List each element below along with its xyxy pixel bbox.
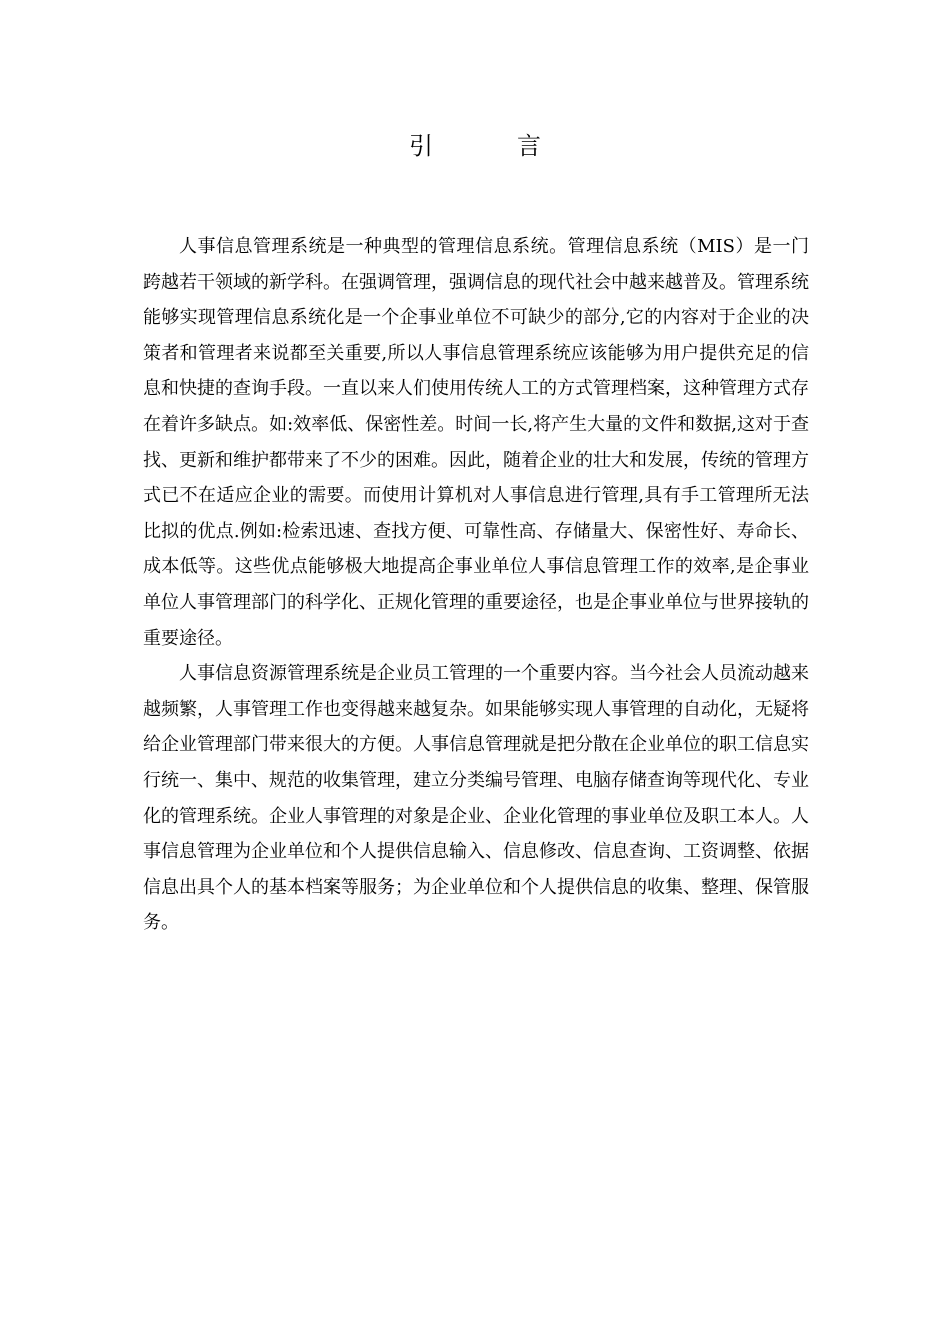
paragraph-2: 人事信息资源管理系统是企业员工管理的一个重要内容。当今社会人员流动越来越频繁，人事管理工作也变得越来越复杂。如果能够实现人事管理的自动化，无疑将给企业管理部门带来很大的方便。人事信息管理就是把分散在企业单位的职工信息实行统一、集中、规范的收集管理，建立分类编号管理、电脑存储查询等现代化、专业化的管理系统。企业人事管理的对象是企业、企业化管理的事业单位及职工本人。人事信息管理为企业单位和个人提供信息输入、信息修改、信息查询、工资调整、依据信息出具个人的基本档案等服务；为企业单位和个人提供信息的收集、整理、保管服务。 bbox=[143, 663, 809, 934]
page-title: 引 言 bbox=[409, 132, 571, 160]
body-text bbox=[143, 229, 809, 941]
paragraph-1: 人事信息管理系统是一种典型的管理信息系统。管理信息系统（MIS）是一门跨越若干领域的新学科。在强调管理，强调信息的现代社会中越来越普及。管理系统能够实现管理信息系统化是一个企事业单位不可缺少的部分,它的内容对于企业的决策者和管理者来说都至关重要,所以人事信息管理系统应该能够为用户提供充足的信息和快捷的查询手段。一直以来人们使用传统人工的方式管理档案，这种管理方式存在着许多缺点。如:效率低、保密性差。时间一长,将产生大量的文件和数据,这对于查找、更新和维护都带来了不少的困难。因此，随着企业的壮大和发展，传统的管理方式已不在适应企业的需要。而使用计算机对人事信息进行管理,具有手工管理所无法比拟的优点.例如:检索迅速、查找方便、可靠性高、存储量大、保密性好、寿命长、成本低等。这些优点能够极大地提高企事业单位人事信息管理工作的效率,是企事业单位人事管理部门的科学化、正规化管理的重要途径，也是企事业单位与世界接轨的重要途径。 bbox=[143, 236, 809, 649]
